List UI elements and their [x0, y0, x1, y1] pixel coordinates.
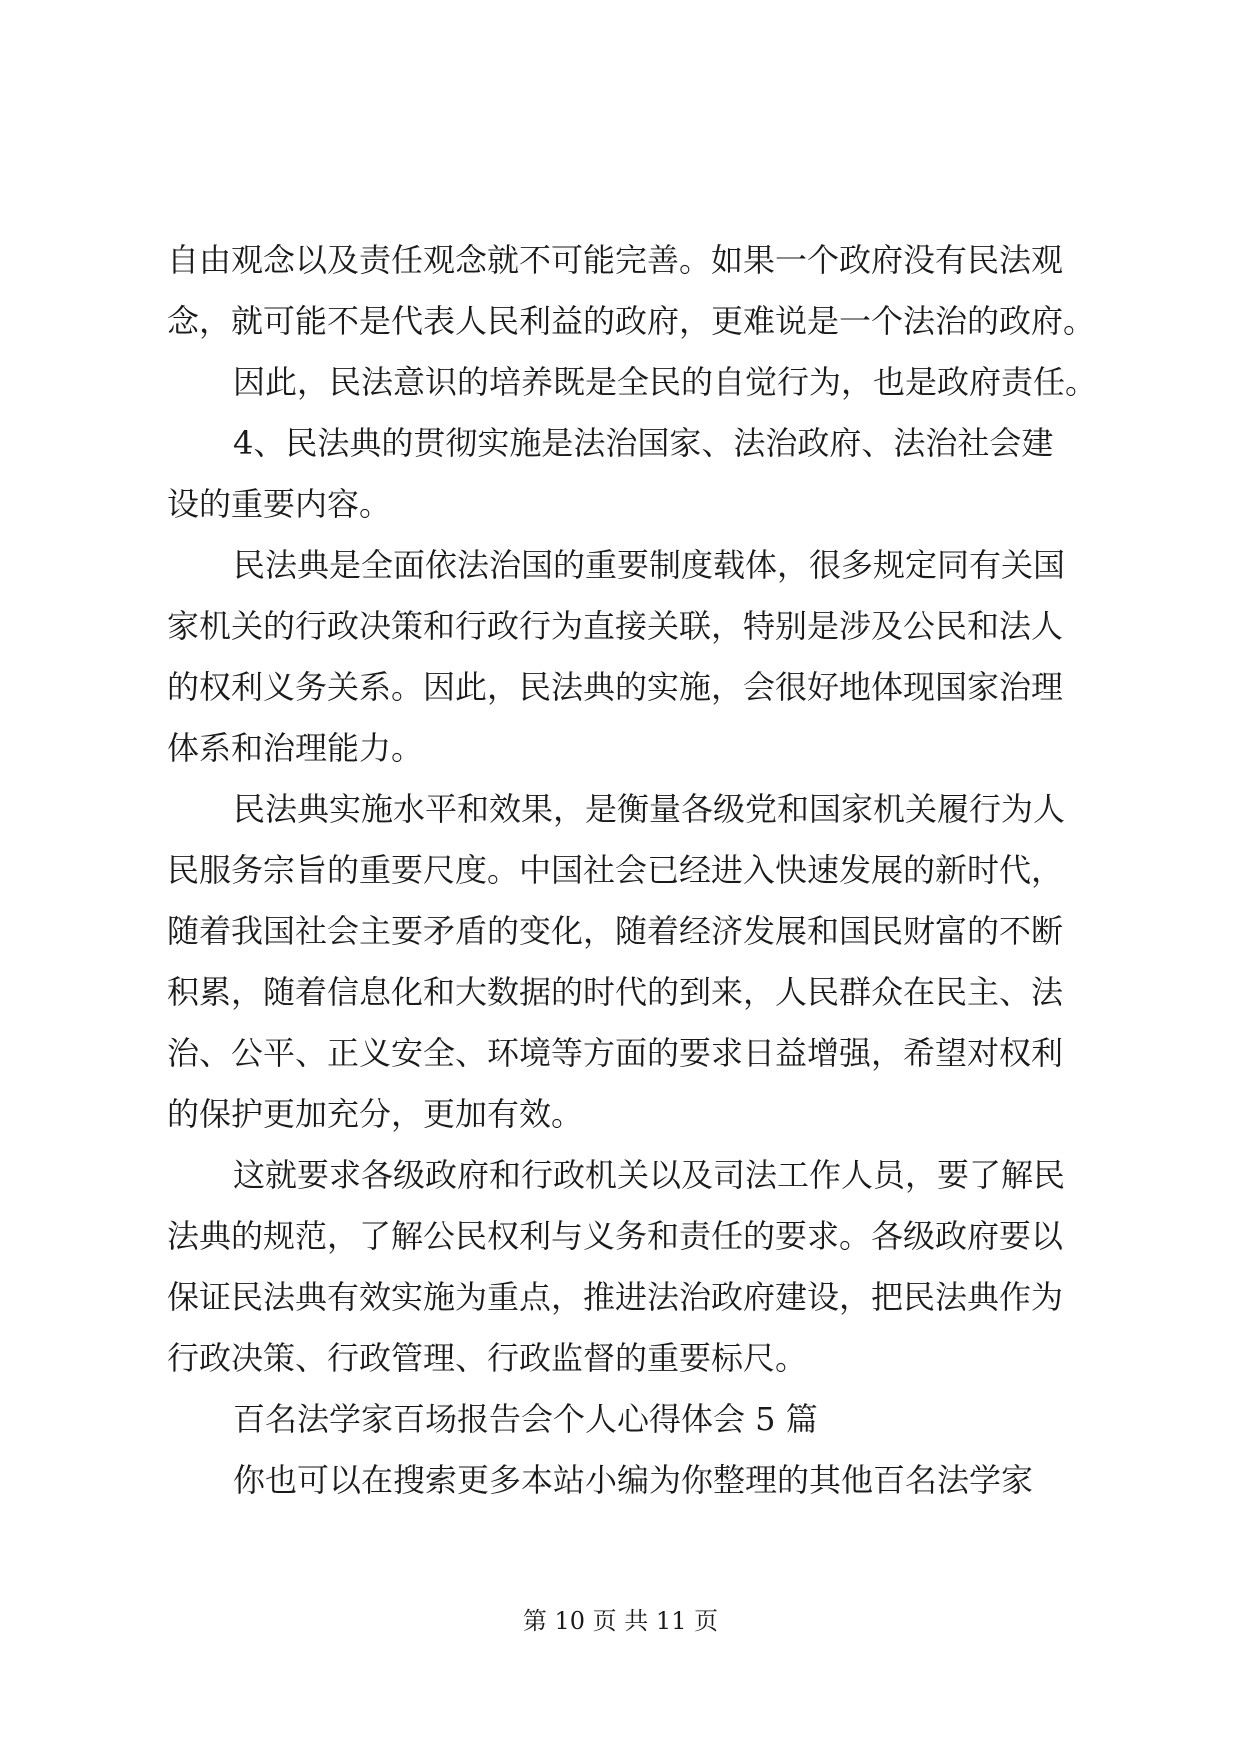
text-line-10: 民法典实施水平和效果，是衡量各级党和国家机关履行为人: [233, 790, 1066, 828]
text-line-17: 法典的规范，了解公民权利与义务和责任的要求。各级政府要以: [167, 1217, 1064, 1255]
text-line-1: 自由观念以及责任观念就不可能完善。如果一个政府没有民法观: [167, 241, 1064, 279]
text-line-5: 设的重要内容。: [167, 485, 392, 523]
page-number-footer: 第 10 页 共 11 页: [522, 1607, 719, 1635]
text-line-11: 民服务宗旨的重要尺度。中国社会已经进入快速发展的新时代，: [167, 851, 1064, 889]
text-line-9: 体系和治理能力。: [167, 729, 424, 767]
text-line-6: 民法典是全面依法治国的重要制度载体，很多规定同有关国: [233, 546, 1066, 584]
section-heading: 百名法学家百场报告会个人心得体会 5 篇: [233, 1400, 818, 1438]
text-line-12: 随着我国社会主要矛盾的变化，随着经济发展和国民财富的不断: [167, 912, 1064, 950]
text-line-8: 的权利义务关系。因此，民法典的实施，会很好地体现国家治理: [167, 668, 1064, 706]
text-line-16: 这就要求各级政府和行政机关以及司法工作人员，要了解民: [233, 1156, 1066, 1194]
text-line-21: 你也可以在搜索更多本站小编为你整理的其他百名法学家: [233, 1461, 1034, 1499]
text-line-15: 的保护更加充分，更加有效。: [167, 1095, 584, 1133]
document-body: [167, 230, 1098, 1511]
text-line-18: 保证民法典有效实施为重点，推进法治政府建设，把民法典作为: [167, 1278, 1064, 1316]
text-line-2: 念，就可能不是代表人民利益的政府，更难说是一个法治的政府。: [167, 302, 1096, 340]
text-line-19: 行政决策、行政管理、行政监督的重要标尺。: [167, 1339, 808, 1377]
text-line-13: 积累，随着信息化和大数据的时代的到来，人民群众在民主、法: [167, 973, 1064, 1011]
text-line-4: 4、民法典的贯彻实施是法治国家、法治政府、法治社会建: [233, 424, 1054, 462]
text-line-7: 家机关的行政决策和行政行为直接关联，特别是涉及公民和法人: [167, 607, 1064, 645]
text-line-14: 治、公平、正义安全、环境等方面的要求日益增强，希望对权利: [167, 1034, 1064, 1072]
text-line-3: 因此，民法意识的培养既是全民的自觉行为，也是政府责任。: [233, 363, 1098, 401]
